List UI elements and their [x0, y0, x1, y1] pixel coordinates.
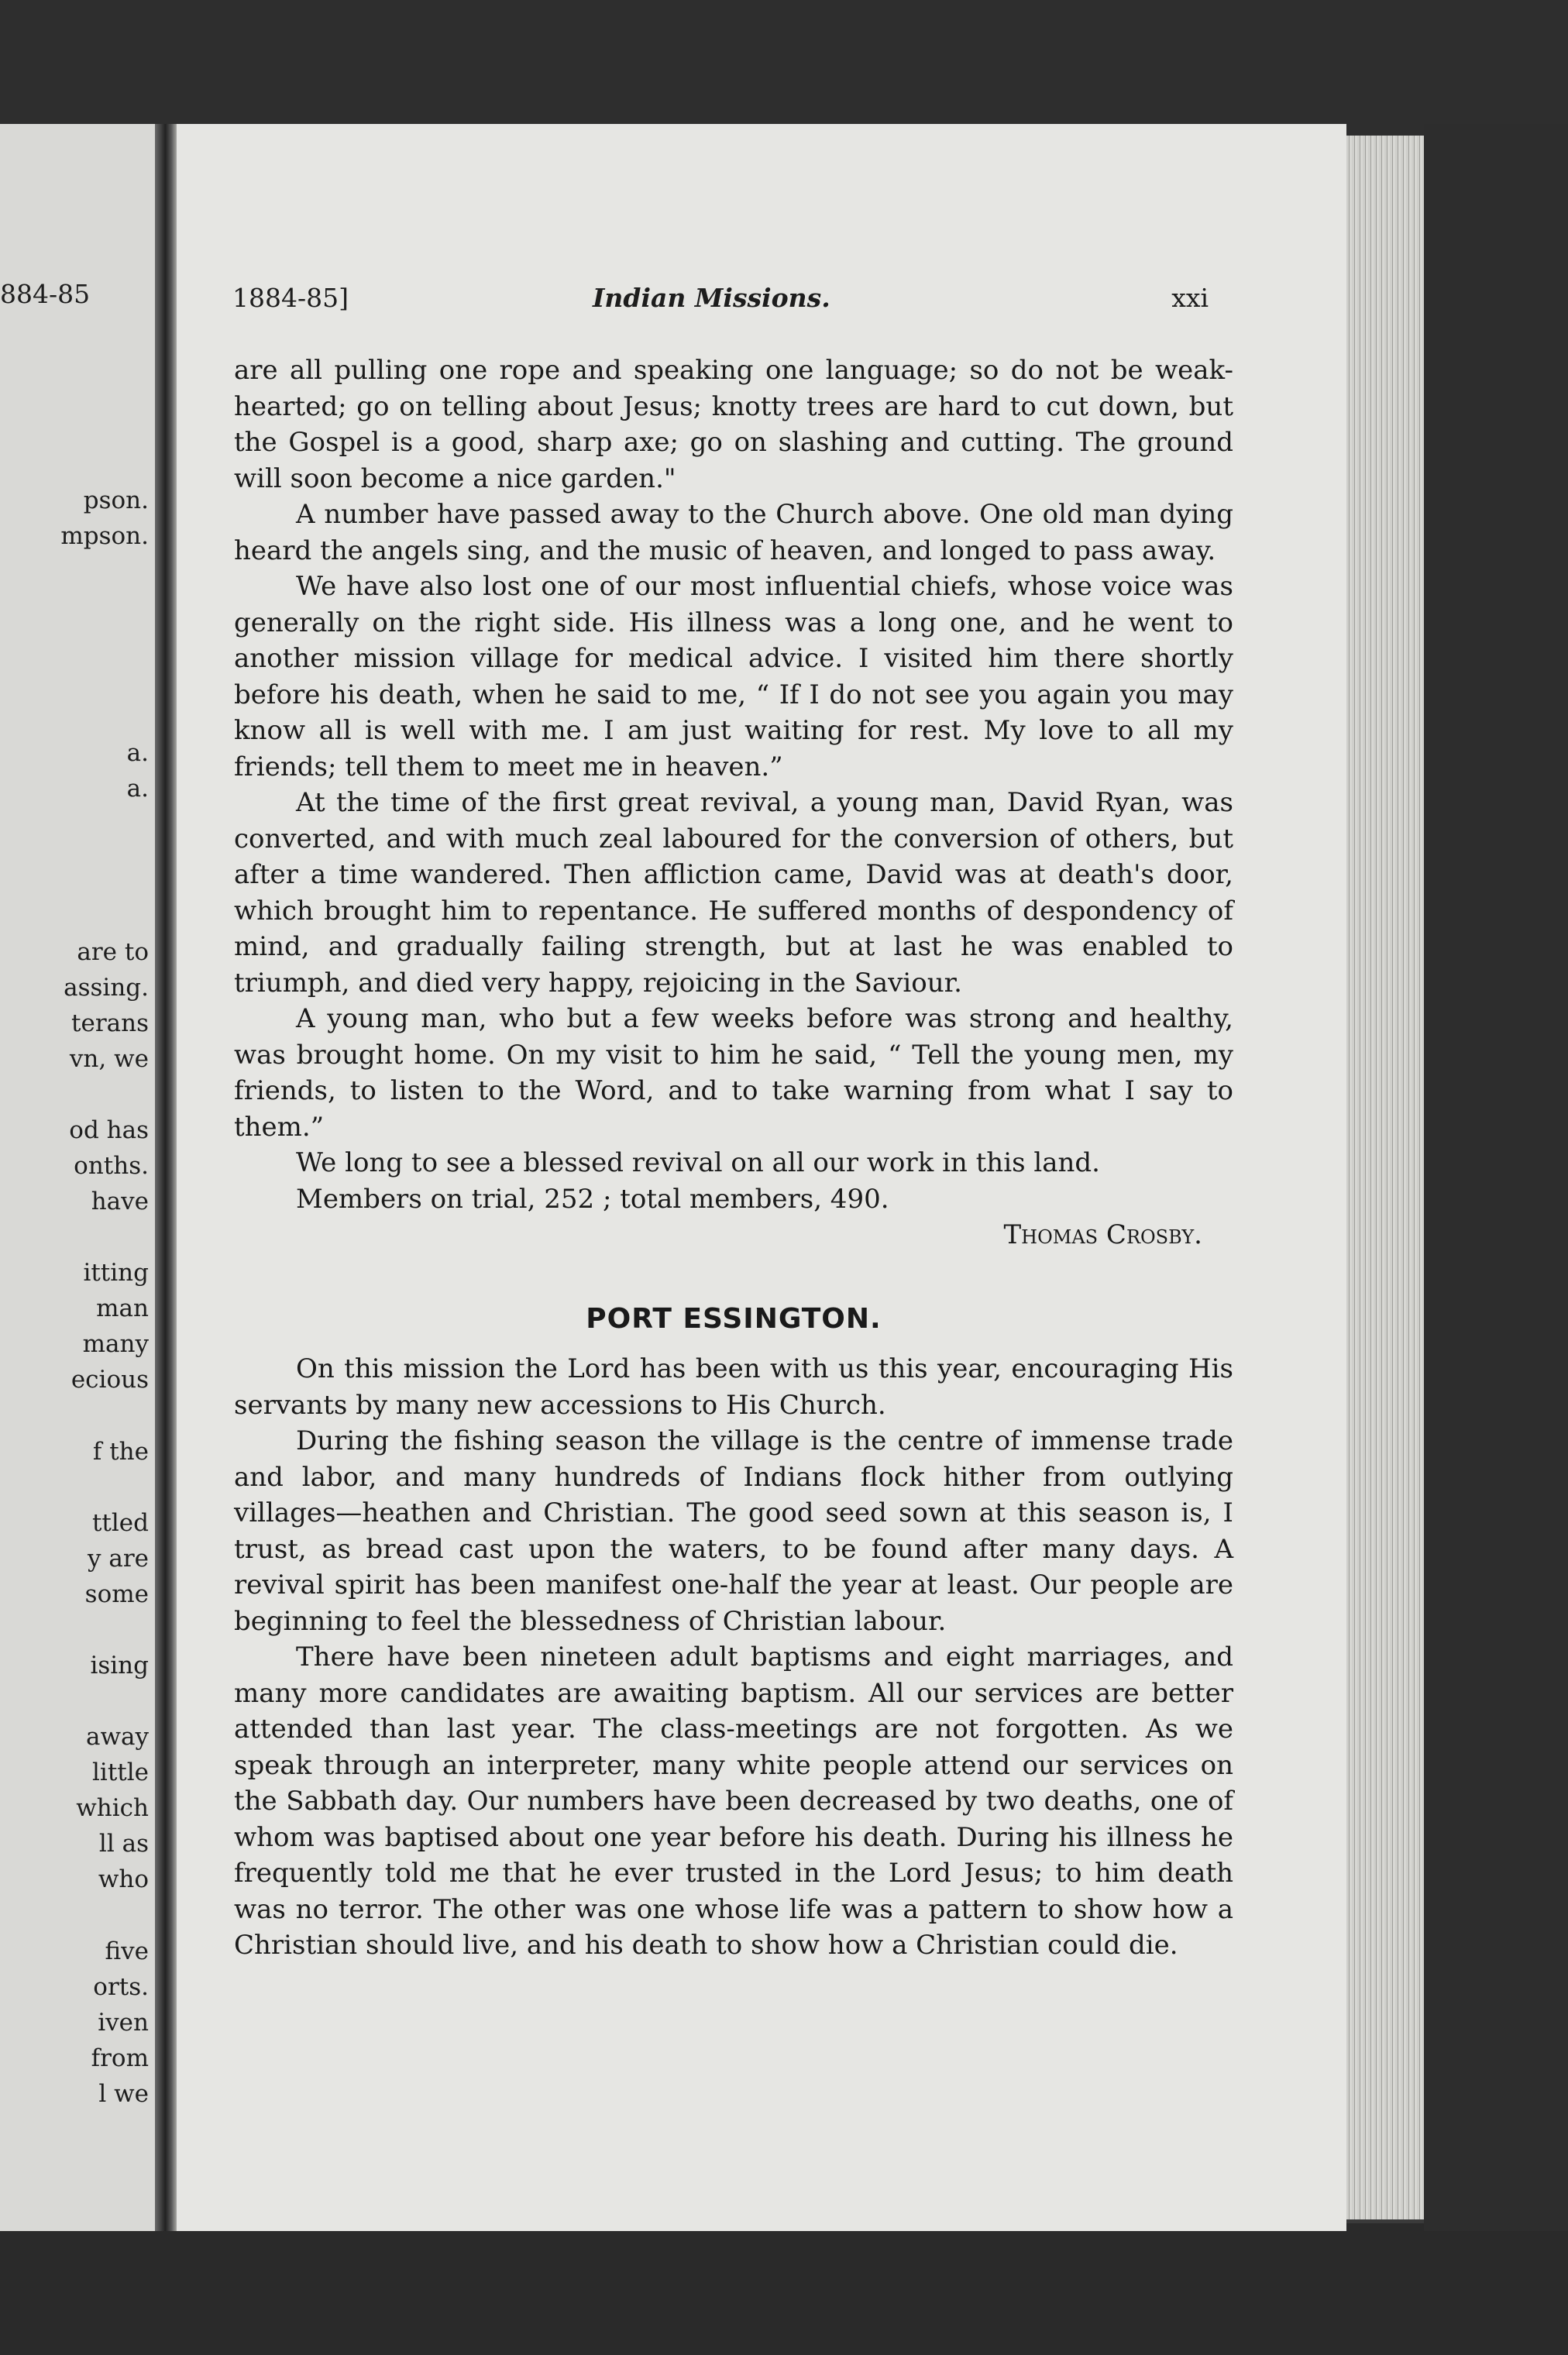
left-page-fragment: many [82, 1330, 149, 1358]
left-page-fragment: l we [98, 2080, 149, 2108]
running-header [232, 283, 1240, 321]
paragraph: A number have passed away to the Church above. One old man dying heard the angels sing, and the music of heaven, and longed to pass away. [234, 499, 1233, 566]
header-year-range: 1884-85] [232, 283, 349, 313]
left-page-fragment: mpson. [60, 522, 149, 550]
section-paragraph: During the fishing season the village is the centre of immense trade and labor, and many hundreds of Indians flock hither from outlying villages—heathen and Christian. The good seed sown at this season is, I trust, as bread cast upon the waters, to be found after many days. A revival spirit has been manifest one-half the year at least. Our people are beginning to feel the blessedness of Christian labour. [234, 1425, 1233, 1637]
left-page-fragment: a. [126, 739, 149, 767]
left-page-fragment: little [91, 1759, 149, 1786]
left-page-fragment: man [96, 1294, 149, 1322]
paragraph: Members on trial, 252 ; total members, 490. [296, 1183, 889, 1215]
left-page-fragment: ll as [98, 1830, 149, 1858]
paragraph: are all pulling one rope and speaking one language; so do not be weak-hearted; go on telling about Jesus; knotty trees are hard to cut down, but the Gospel is a good, sharp axe; go on slashing and cutting. The ground will soon become a nice garden." [234, 355, 1233, 494]
left-page-fragment: ttled [91, 1509, 149, 1537]
left-page [0, 124, 159, 2231]
header-page-number: xxi [1171, 283, 1209, 313]
left-page-fragment: away [85, 1723, 149, 1751]
section-paragraph: On this mission the Lord has been with us this year, encouraging His servants by many new accessions to His Church. [234, 1353, 1233, 1421]
left-page-fragment: iven [98, 2009, 149, 2037]
left-page-fragment: onths. [74, 1152, 149, 1180]
left-page-fragment: od has [69, 1116, 149, 1144]
left-page-fragment: some [84, 1580, 149, 1608]
signature: Thomas Crosby. [1003, 1219, 1202, 1250]
left-page-fragment: itting [83, 1259, 149, 1287]
left-page-header: 884-85 [0, 279, 91, 309]
left-page-fragment: which [76, 1794, 149, 1822]
left-page-fragment: f the [92, 1438, 149, 1466]
header-title: Indian Missions. [593, 283, 830, 313]
left-page-fragment: who [98, 1865, 149, 1893]
section-title: PORT ESSINGTON. [586, 1302, 882, 1335]
paragraph: At the time of the first great revival, a young man, David Ryan, was converted, and with much zeal laboured for the conversion of others, but after a time wandered. Then affliction came, David was at death's door, which brought him to repentance. He suffered months of despondency of mind, and gradually failing strength, but at last he was enabled to triumph, and died very happy, rejoicing in the Saviour. [234, 787, 1233, 999]
paragraph: We have also lost one of our most influential chiefs, whose voice was generally on the right side. His illness was a long one, and he went to another mission village for medical advice. I visited him there shortly before his death, when he said to me, “ If I do not see you again you may know all is well with me. I am just waiting for rest. My love to all my friends; tell them to meet me in heaven.” [234, 571, 1233, 782]
left-page-fragment: vn, we [69, 1045, 149, 1073]
book-gutter [155, 124, 178, 2231]
left-page-fragment: assing. [64, 974, 149, 1002]
left-page-fragment: are to [77, 938, 149, 966]
left-page-fragment: a. [126, 775, 149, 803]
paragraph: A young man, who but a few weeks before was strong and healthy, was brought home. On my visit to him he said, “ Tell the young men, my friends, to listen to the Word, and to take warning from what I say to them.” [234, 1003, 1233, 1143]
background-bottom [0, 2223, 1568, 2355]
left-page-fragment: ecious [70, 1366, 149, 1394]
left-page-fragment: pson. [83, 486, 149, 514]
left-page-fragment: five [105, 1937, 149, 1965]
left-page-fragment: have [91, 1188, 149, 1215]
left-page-fragment: y are [87, 1545, 149, 1573]
left-page-fragment: terans [71, 1009, 149, 1037]
section-paragraph: There have been nineteen adult baptisms and eight marriages, and many more candidates are awaiting baptism. All our services are better attended than last year. The class-meetings are not forgotten. As we speak through an interpreter, many white people attend our services on the Sabbath day. Our numbers have been decreased by two deaths, one of whom was baptised about one year before his death. During his illness he frequently told me that he ever trusted in the Lord Jesus; to him death was no terror. The other was one whose life was a pattern to show how a Christian should live, and his death to show how a Christian could die. [234, 1642, 1233, 1961]
page-edges [1346, 136, 1424, 2219]
left-page-fragment: orts. [93, 1973, 149, 2001]
left-page-fragment: from [91, 2044, 149, 2072]
paragraph: We long to see a blessed revival on all our work in this land. [296, 1147, 1100, 1178]
body-text [234, 352, 1233, 1964]
left-page-fragment: ising [90, 1652, 149, 1679]
background-right [1424, 124, 1568, 2231]
